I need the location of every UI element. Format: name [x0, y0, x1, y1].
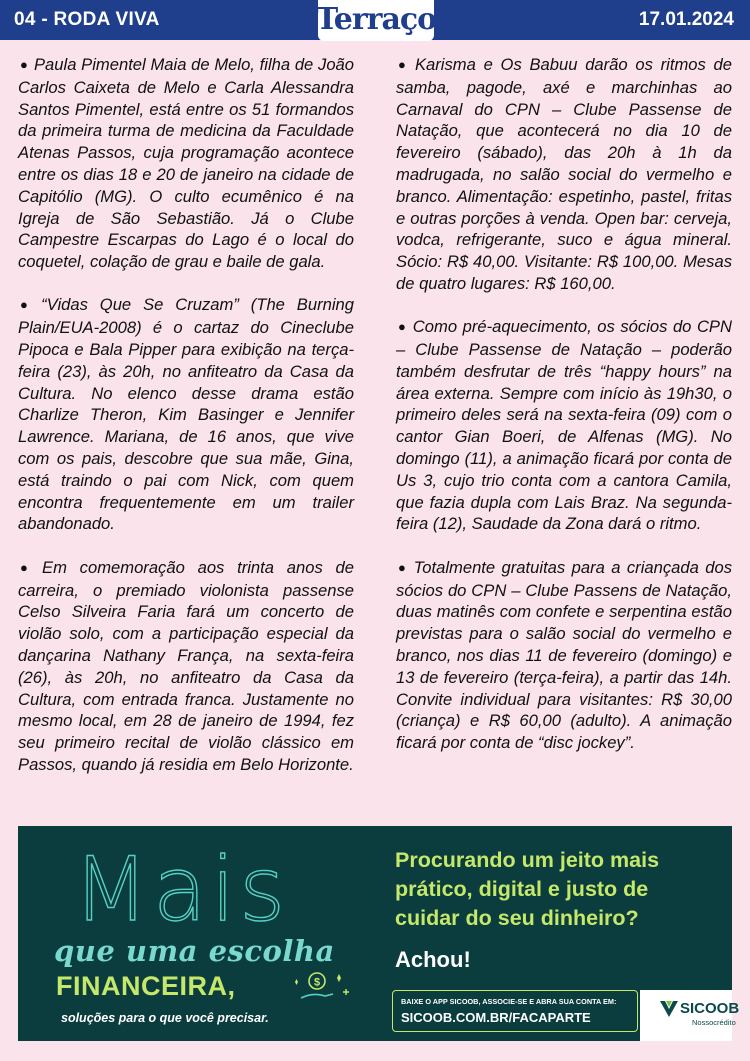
bullet-icon: ● [398, 559, 408, 575]
ad-mais-text: Mais [73, 838, 290, 941]
page-header [0, 0, 750, 40]
ad-financeira: FINANCEIRA, [56, 971, 236, 1001]
left-column [18, 54, 354, 797]
article [18, 54, 354, 273]
brand-subtitle: Nossocrédito [692, 1018, 736, 1027]
bullet-icon: ● [20, 297, 36, 313]
sicoob-logo-icon [660, 1001, 678, 1017]
article-text: Paula Pimentel Maia de Melo, filha de João Carlos Caixeta de Melo e Carla Alessandra Santos Pimentel, está entre os 51 formandos da primeira turma de medicina da Faculdade Atenas Passos, cuja programação acontece entre os dias 18 e 20 de janeiro na cidade de Capitólio (MG). O culto ecumênico é na Igreja de São Sebastião. Já o Clube Campestre Escarpas do Lago é o local do coquetel, colação de grau e baile de gala. [18, 55, 354, 272]
bullet-icon: ● [398, 57, 409, 72]
ad-solucoes: soluções para o que você precisar. [61, 1011, 269, 1025]
ad-cta-instructions: BAIXE O APP SICOOB, ASSOCIE-SE E ABRA SUA CONTA EM: [401, 997, 617, 1006]
article-text: Em comemoração aos trinta anos de carreira, o premiado violonista passense Celso Silveira Faria fará um concerto de violão solo, com a participação especial da dançarina Nathany França, na sexta-feira (26), às 20h, no anfiteatro da Casa da Cultura, com entrada franca. Justamente no mesmo local, em 28 de janeiro de 1994, fez seu primeiro recital de violão clássico em Passos, quando já residia em Belo Horizonte. [18, 557, 354, 774]
sicoob-brand [640, 990, 740, 1041]
svg-text:$: $ [313, 976, 321, 989]
ad-cta-box[interactable] [392, 990, 638, 1032]
ad-cta-url[interactable]: SICOOB.COM.BR/FACAPARTE [401, 1010, 591, 1025]
article [18, 557, 354, 776]
logo-text: Terraço [315, 1, 437, 37]
article-text: Totalmente gratuitas para a criançada dos sócios do CPN – Clube Passens de Natação, duas matinês com confete e serpentina estão previstas para o salão social do vermelho e branco, nos dias 11 de fevereiro (domingo) e 13 de fevereiro (terça-feira), a partir das 14h. Convite individual para visitantes: R$ 30,00 (criança) e R$ 60,00 (adulto). A animação ficará por conta de “disc jockey”. [396, 557, 732, 753]
brand-name: SICOOB [680, 1000, 740, 1017]
article [396, 54, 732, 295]
ad-tagline: que uma escolha [54, 934, 335, 968]
article-text: “Vidas Que Se Cruzam” (The Burning Plain/EUA-2008) é o cartaz do Cineclube Pipoca e Bala Pipper para exibição na terça-feira (23), às 20h, no anfiteatro da Casa da Cultura. No elenco desse drama estão Charlize Theron, Kim Basinger e Jennifer Lawrence. Mariana, de 16 anos, que vive com os pais, descobre que sua mãe, Gina, está traindo o pai com Nick, com quem encontra frequentemente em um trailer abandonado. [18, 295, 355, 534]
right-column [396, 54, 732, 775]
article [18, 294, 354, 535]
ad-headline: Procurando um jeito mais prático, digital e justo de cuidar do seu dinheiro? [395, 848, 660, 930]
bullet-icon: ● [20, 559, 37, 575]
newspaper-logo [315, 0, 437, 41]
section-title: 04 - RODA VIVA [14, 9, 160, 30]
ad-achou: Achou! [395, 947, 471, 972]
article [396, 316, 732, 535]
article-text: Como pré-aquecimento, os sócios do CPN – Clube Passense de Natação – poderão também desfrutar de três “happy hours” na área externa. Sempre com início às 19h30, o primeiro deles será na sexta-feira (09) com o cantor Gian Boeri, de Alfenas (MG). No domingo (11), a animação ficará por conta de Us 3, cujo trio conta com a cantora Camila, que fazia dupla com Lais Braz. Na segunda-feira (12), Saudade da Zona dará o ritmo. [396, 317, 732, 534]
article [396, 557, 732, 754]
bullet-icon: ● [20, 57, 28, 72]
bullet-icon: ● [398, 319, 407, 335]
coin-sparkle-icon [287, 968, 349, 1004]
sicoob-advertisement[interactable] [18, 826, 740, 1041]
issue-date: 17.01.2024 [638, 9, 734, 30]
article-text: Karisma e Os Babuu darão os ritmos de samba, pagode, axé e marchinhas ao Carnaval do CPN – Clube Passense de Natação, que acontecerá no dia 10 de fevereiro (sábado), das 20h à 1h da madrugada, no salão social do vermelho e branco. Alimentação: espetinho, pastel, fritas e outras porções à venda. Open bar: cerveja, vodca, refrigerante, suco e água mineral. Sócio: R$ 40,00. Visitante: R$ 100,00. Mesas de quatro lugares: R$ 160,00. [396, 55, 732, 293]
